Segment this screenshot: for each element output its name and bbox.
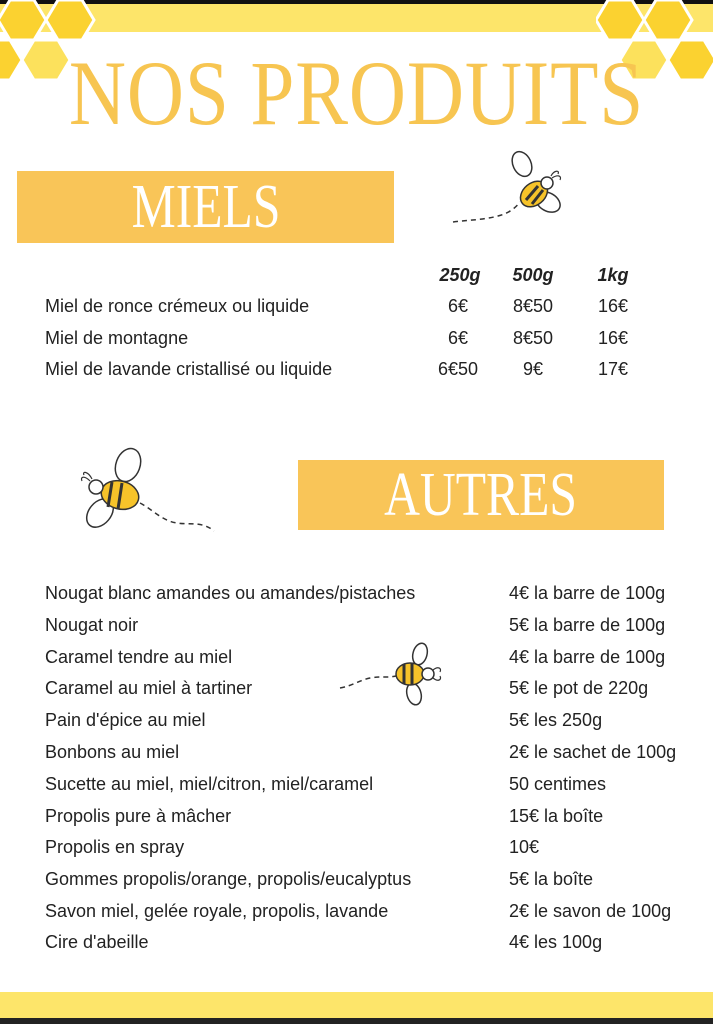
bee-icon (448, 150, 573, 230)
product-name: Cire d'abeille (45, 932, 149, 952)
price-500g: 9€ (522, 359, 544, 379)
price-500g: 8€50 (512, 328, 554, 348)
price-1kg: 17€ (597, 359, 629, 379)
price-250g: 6€50 (437, 359, 479, 379)
product-price: 4€ la barre de 100g (509, 647, 666, 667)
bee-icon (72, 445, 222, 540)
bottom-band (0, 992, 713, 1018)
price-250g: 6€ (447, 296, 469, 316)
product-name: Miel de ronce crémeux ou liquide (45, 296, 310, 316)
product-name: Pain d'épice au miel (45, 710, 206, 730)
product-name: Savon miel, gelée royale, propolis, lavande (45, 901, 389, 921)
product-price: 2€ le sachet de 100g (509, 742, 677, 762)
product-price: 5€ la barre de 100g (509, 615, 666, 635)
column-header-250g: 250g (439, 265, 481, 285)
price-500g: 8€50 (512, 296, 554, 316)
product-name: Nougat blanc amandes ou amandes/pistaches (45, 583, 416, 603)
product-name: Miel de montagne (45, 328, 189, 348)
price-1kg: 16€ (597, 328, 629, 348)
bee-icon (338, 640, 443, 710)
column-header-1kg: 1kg (597, 265, 629, 285)
product-name: Gommes propolis/orange, propolis/eucalyptus (45, 869, 412, 889)
product-name: Nougat noir (45, 615, 139, 635)
section-banner-miels (17, 171, 394, 243)
product-price: 10€ (509, 837, 540, 857)
product-name: Propolis en spray (45, 837, 185, 857)
product-name: Caramel tendre au miel (45, 647, 233, 667)
product-price: 4€ les 100g (509, 932, 603, 952)
column-header-500g: 500g (512, 265, 554, 285)
product-price: 5€ les 250g (509, 710, 603, 730)
price-1kg: 16€ (597, 296, 629, 316)
product-name: Bonbons au miel (45, 742, 180, 762)
product-price: 50 centimes (509, 774, 607, 794)
product-name: Caramel au miel à tartiner (45, 678, 253, 698)
section-title-autres: AUTRES (384, 461, 578, 529)
product-name: Miel de lavande cristallisé ou liquide (45, 359, 333, 379)
product-name: Sucette au miel, miel/citron, miel/caramel (45, 774, 374, 794)
section-title-miels: MIELS (131, 173, 280, 241)
product-price: 5€ le pot de 220g (509, 678, 649, 698)
bottom-border (0, 1018, 713, 1024)
price-250g: 6€ (447, 328, 469, 348)
product-name: Propolis pure à mâcher (45, 806, 232, 826)
section-banner-autres (298, 460, 664, 530)
product-price: 5€ la boîte (509, 869, 594, 889)
product-price: 4€ la barre de 100g (509, 583, 666, 603)
product-price: 2€ le savon de 100g (509, 901, 672, 921)
product-price: 15€ la boîte (509, 806, 604, 826)
page-title: NOS PRODUITS (68, 42, 645, 144)
